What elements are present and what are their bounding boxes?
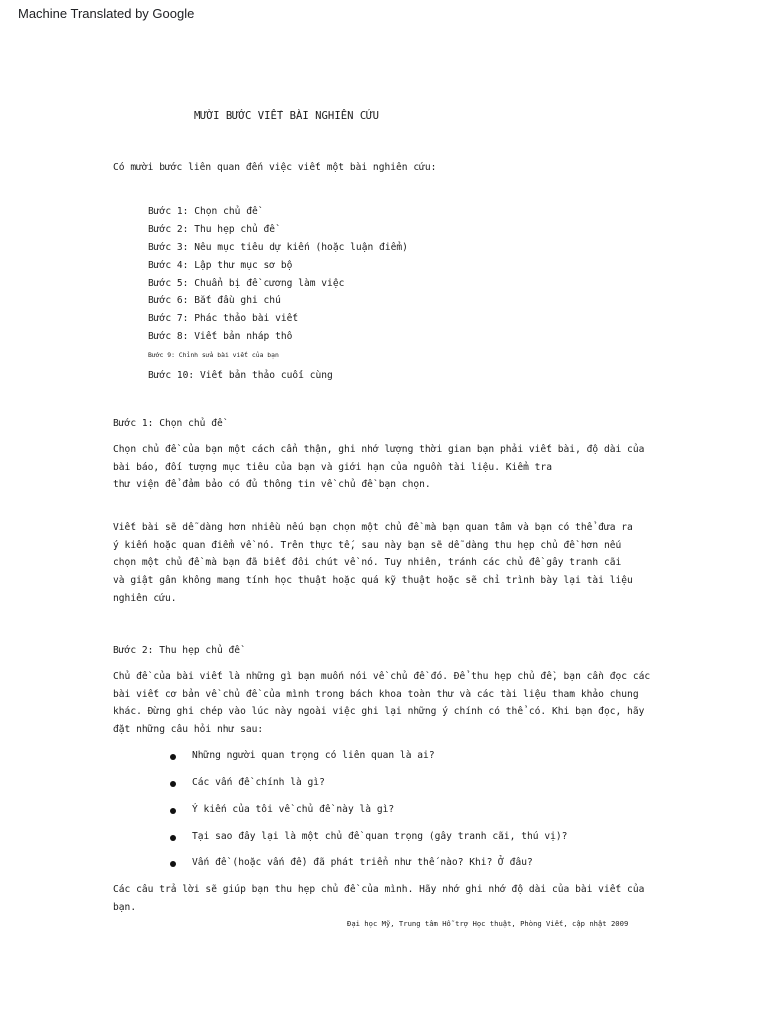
section-heading: Bước 1: Chọn chủ đề bbox=[113, 418, 223, 429]
step-list-item: Bước 4: Lập thư mục sơ bộ bbox=[148, 260, 293, 271]
step-list-item: Bước 5: Chuẩn bị đề cương làm việc bbox=[148, 278, 345, 289]
paragraph-line: nghiên cứu. bbox=[113, 592, 177, 604]
paragraph-line: ý kiến hoặc quan điểm về nó. Trên thực tế, sau này bạn sẽ dễ dàng thu hẹp chủ đề hơn nếu bbox=[113, 539, 622, 551]
section-heading: Bước 2: Thu hẹp chủ đề bbox=[113, 645, 241, 656]
step-list-item: Bước 9: Chỉnh sửa bài viết của bạn bbox=[148, 351, 279, 359]
paragraph bbox=[113, 441, 643, 494]
bullet-icon bbox=[170, 861, 176, 867]
step-list-item: Bước 6: Bắt đầu ghi chú bbox=[148, 295, 281, 306]
paragraph bbox=[113, 519, 643, 608]
paragraph bbox=[113, 668, 651, 739]
page-footer: Đại học Mỹ, Trung tâm Hỗ trợ Học thuật, Phòng Viết, cập nhật 2009 bbox=[347, 919, 629, 928]
bullet-item: Những người quan trọng có liên quan là ai? bbox=[192, 750, 435, 761]
step-list-item: Bước 2: Thu hẹp chủ đề bbox=[148, 224, 276, 235]
step-list-item: Bước 1: Chọn chủ đề bbox=[148, 206, 258, 217]
paragraph-line: thư viện để đảm bảo có đủ thông tin về chủ đề bạn chọn. bbox=[113, 479, 431, 491]
step-list-item: Bước 10: Viết bản thảo cuối cùng bbox=[148, 370, 333, 381]
bullet-item: Vấn đề (hoặc vấn đề) đã phát triển như thế nào? Khi? Ở đâu? bbox=[192, 857, 533, 868]
paragraph-line: Chọn chủ đề của bạn một cách cẩn thận, ghi nhớ lượng thời gian bạn phải viết bài, độ dài của bbox=[113, 444, 645, 455]
paragraph-line: bài viết cơ bản về chủ đề của mình trong bách khoa toàn thư và các tài liệu tham khảo chung bbox=[113, 688, 639, 700]
paragraph-line: Viết bài sẽ dễ dàng hơn nhiều nếu bạn chọn một chủ đề mà bạn quan tâm và bạn có thể đưa ra bbox=[113, 522, 633, 533]
bullet-item: Ý kiến của tôi về chủ đề này là gì? bbox=[192, 804, 395, 815]
paragraph-line: chọn một chủ đề mà bạn đã biết đôi chút về nó. Tuy nhiên, tránh các chủ đề gây tranh cãi bbox=[113, 557, 622, 569]
paragraph-line: đặt những câu hỏi như sau: bbox=[113, 724, 264, 736]
bullet-icon bbox=[170, 754, 176, 760]
step-list-item: Bước 8: Viết bản nháp thô bbox=[148, 331, 293, 342]
intro-text: Có mười bước liên quan đến việc viết một bài nghiên cứu: bbox=[113, 162, 437, 173]
paragraph-line: bạn. bbox=[113, 901, 137, 913]
paragraph-line: Các câu trả lời sẽ giúp bạn thu hẹp chủ đề của mình. Hãy nhớ ghi nhớ độ dài của bài viết của bbox=[113, 884, 645, 895]
step-list-item: Bước 3: Nêu mục tiêu dự kiến (hoặc luận điểm) bbox=[148, 242, 408, 253]
step-list-item: Bước 7: Phác thảo bài viết bbox=[148, 313, 299, 324]
document-title: MƯỜI BƯỚC VIẾT BÀI NGHIÊN CỨU bbox=[194, 110, 379, 122]
paragraph-line: bài báo, đối tượng mục tiêu của bạn và giới hạn của nguồn tài liệu. Kiểm tra bbox=[113, 461, 552, 473]
bullet-icon bbox=[170, 781, 176, 787]
machine-translation-banner: Machine Translated by Google bbox=[18, 6, 195, 21]
paragraph bbox=[113, 881, 643, 916]
bullet-icon bbox=[170, 808, 176, 814]
bullet-item: Các vấn đề chính là gì? bbox=[192, 777, 325, 788]
paragraph-line: Chủ đề của bài viết là những gì bạn muốn nói về chủ đề đó. Để thu hẹp chủ đề, bạn cần đọc các bbox=[113, 671, 651, 682]
bullet-icon bbox=[170, 835, 176, 841]
bullet-item: Tại sao đây lại là một chủ đề quan trọng (gây tranh cãi, thú vị)? bbox=[192, 831, 568, 842]
paragraph-line: và giật gân không mang tính học thuật hoặc quá kỹ thuật hoặc sẽ chỉ trình bày lại tài liệu bbox=[113, 575, 633, 587]
paragraph-line: khác. Đừng ghi chép vào lúc này ngoài việc ghi lại những ý chính có thể có. Khi bạn đọc, hãy bbox=[113, 706, 645, 718]
